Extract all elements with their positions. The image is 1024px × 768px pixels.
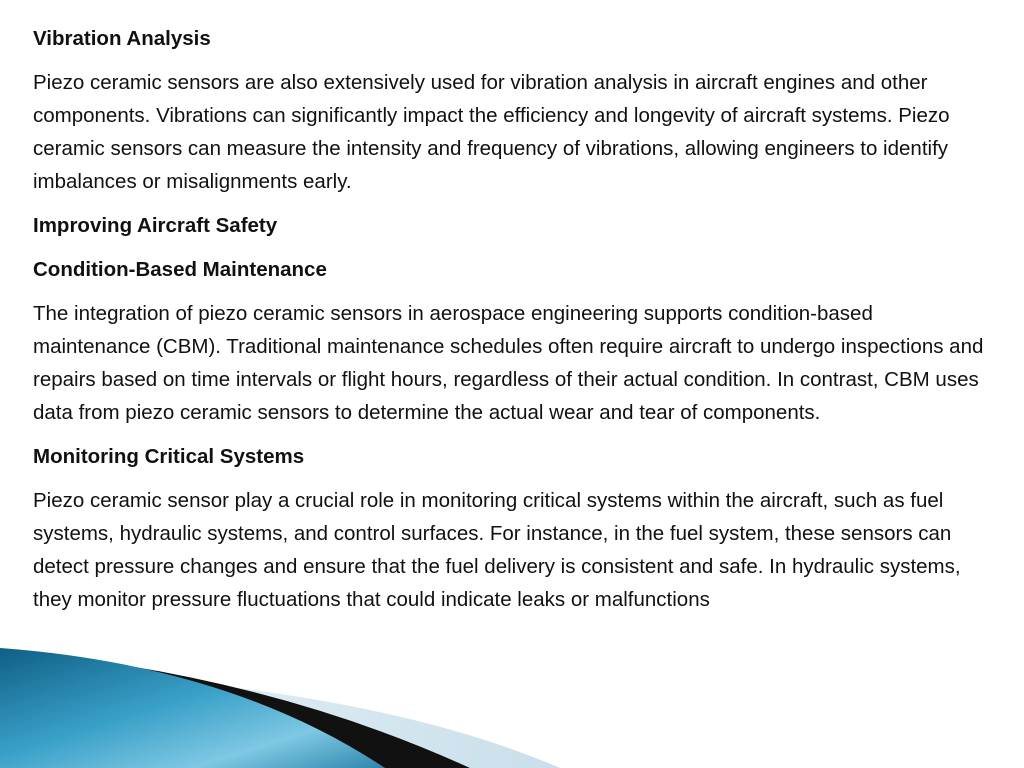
- paragraph-monitoring-critical-systems: Piezo ceramic sensor play a crucial role in monitoring critical systems within the aircraft, such as fuel systems, hydraulic systems, and control surfaces. For instance, in the fuel system, these sensors can detect pressure changes and ensure that the fuel delivery is consistent and safe. In hydraulic systems, they monitor pressure fluctuations that could indicate leaks or malfunctions: [33, 489, 961, 611]
- slide-content: [33, 22, 995, 627]
- heading-improving-aircraft-safety: Improving Aircraft Safety: [33, 214, 278, 237]
- heading-vibration-analysis: Vibration Analysis: [33, 27, 211, 50]
- heading-condition-based-maintenance: Condition-Based Maintenance: [33, 258, 327, 281]
- heading-monitoring-critical-systems: Monitoring Critical Systems: [33, 445, 305, 468]
- paragraph-condition-based-maintenance: The integration of piezo ceramic sensors in aerospace engineering supports condition-based maintenance (CBM). Traditional maintenance schedules often require aircraft to undergo inspections and repairs based on time intervals or flight hours, regardless of their actual condition. In contrast, CBM uses data from piezo ceramic sensors to determine the actual wear and tear of components.: [33, 302, 984, 424]
- paragraph-vibration-analysis: Piezo ceramic sensors are also extensively used for vibration analysis in aircraft engines and other components. Vibrations can significantly impact the efficiency and longevity of aircraft systems. Piezo ceramic sensors can measure the intensity and frequency of vibrations, allowing engineers to identify imbalances or misalignments early.: [33, 71, 950, 193]
